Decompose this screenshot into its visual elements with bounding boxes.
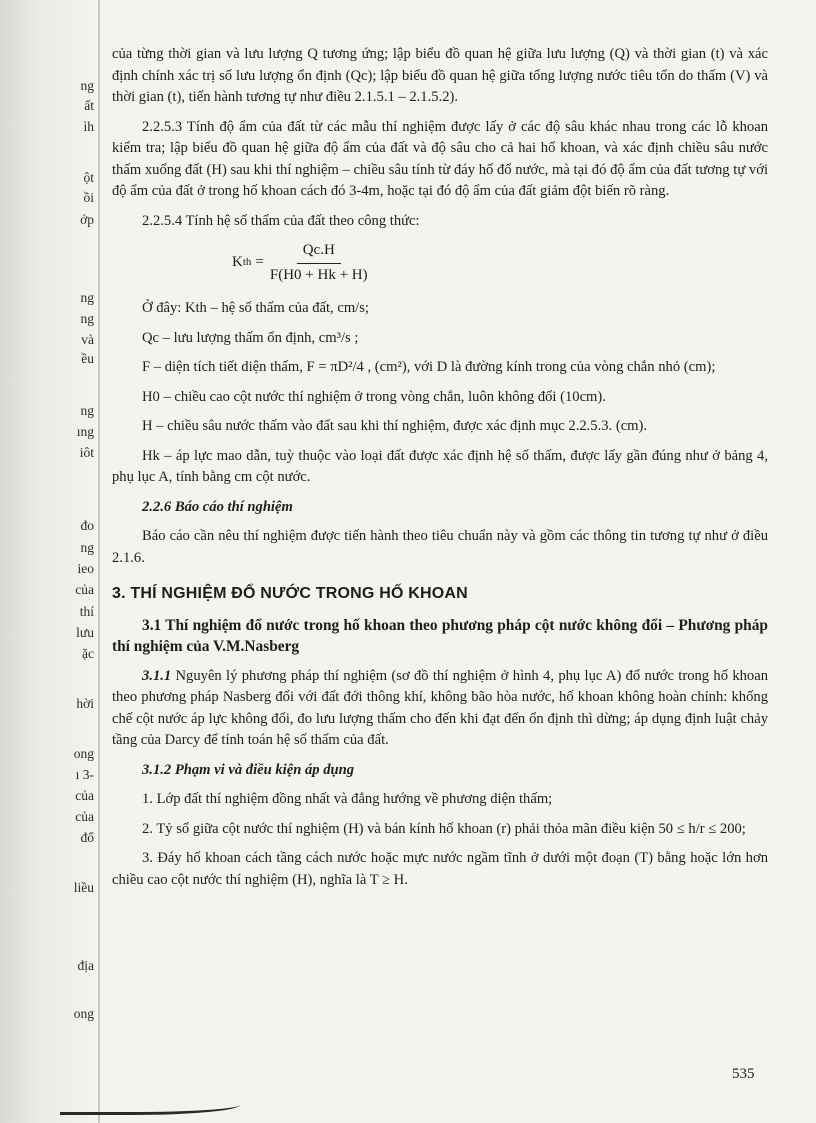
section-3-title: 3. THÍ NGHIỆM ĐỔ NƯỚC TRONG HỐ KHOAN [112, 585, 468, 602]
formula-fraction [270, 240, 368, 286]
margin-fragment: đổ [80, 830, 94, 845]
paragraph-2-2-6: Báo cáo cần nêu thí nghiệm được tiến hành theo tiêu chuẩn này và gồm các thông tin tương tự như ở điều 2.1.6. [112, 528, 768, 566]
paragraph-2-2-5-3: 2.2.5.3 Tính độ ẩm của đất từ các mẫu thí nghiệm được lấy ở các độ sâu khác nhau trong các lỗ khoan kiểm tra; lập biểu đồ quan hệ giữa độ ẩm của đất và độ sâu cho cả hai hố khoan, và xác định chiều sâu nước thấm xuống đất (H) sau khi thí nghiệm – chiều sâu tính từ đáy hố đổ nước, mà tại đó độ ẩm của đất tương tự với độ ẩm của đất ở trong hố khoan cách đó 3-4m, hoặc tại đó độ ẩm của đất giảm đột biến rõ ràng. [112, 118, 768, 199]
text-3-1-1: Nguyên lý phương pháp thí nghiệm (sơ đồ thí nghiệm ở hình 4, phụ lục A) đổ nước trong hố khoan theo phương pháp Nasberg đối với đất đới thông khí, không bão hòa nước, hố khoan không hoàn chỉnh: khống chế cột nước áp lực không đổi, đo lưu lượng thấm cho đến khi đạt đến ổn định thì dừng; áp dụng định luật chảy tầng của Darcy để tính toán hệ số thấm của đất. [112, 667, 768, 748]
definition-hk: Hk – áp lực mao dẫn, tuỳ thuộc vào loại đất được xác định hệ số thấm, được lấy gần đúng như ở bảng 4, phụ lục A, tính bằng cm cột nước. [112, 447, 768, 485]
margin-fragment: ong [73, 1006, 94, 1021]
continued-paragraph: của từng thời gian và lưu lượng Q tương ứng; lập biểu đồ quan hệ giữa lưu lượng (Q) và thời gian (t) và xác định chính xác trị số lưu lượng ổn định (Qc); lập biểu đồ quan hệ giữa tổng lượng nước tiêu tốn do thấm (V) và thời gian (t), tiến hành tương tự như điều 2.1.5.1 – 2.1.5.2). [112, 46, 768, 105]
margin-fragment: và [81, 332, 94, 347]
margin-fragment: ớp [80, 212, 94, 227]
margin-fragment: ất [84, 98, 94, 113]
margin-fragment: ều [81, 351, 94, 366]
definition-qc: Qc – lưu lượng thấm ổn định, cm³/s ; [142, 329, 359, 346]
formula-lhs: K [232, 254, 243, 271]
margin-fragment: ieo [77, 561, 94, 576]
margin-fragment: ồi [83, 190, 94, 205]
list-item-2: 2. Tỷ số giữa cột nước thí nghiệm (H) và bán kính hố khoan (r) phải thỏa mãn điều kiện 50 ≤ h/r ≤ 200; [142, 820, 746, 837]
label-3-1-1: 3.1.1 [142, 667, 172, 684]
page-edge-curve [60, 1098, 240, 1115]
margin-fragment: hời [76, 696, 94, 711]
margin-fragment: ng [80, 290, 94, 305]
permeability-formula [232, 240, 768, 286]
margin-fragment: ıng [76, 424, 94, 439]
page-number: 535 [732, 1066, 755, 1082]
margin-fragment: ột [83, 170, 94, 185]
definition-kth: Ở đây: Kth – hệ số thấm của đất, cm/s; [142, 300, 369, 316]
formula-equals: = [255, 254, 264, 271]
margin-fragment: ìh [83, 119, 94, 134]
margin-fragment: ng [80, 540, 94, 555]
margin-fragment: ong [73, 746, 94, 761]
margin-fragment: ng [80, 78, 94, 93]
definition-h: H – chiều sâu nước thấm vào đất sau khi thí nghiệm, được xác định mục 2.2.5.3. (cm). [142, 418, 648, 434]
paragraph-2-2-5-4: 2.2.5.4 Tính hệ số thấm của đất theo công thức: [142, 212, 420, 229]
margin-fragment: lưu [76, 625, 94, 640]
page-content [112, 44, 768, 899]
definition-f: F – diện tích tiết diện thấm, F = πD²/4 , (cm²), với D là đường kính trong của vòng chắn nhỏ (cm); [142, 359, 716, 375]
margin-fragment: của [75, 788, 94, 803]
margin-fragment: ặc [82, 646, 94, 661]
margin-fragment: iôt [79, 445, 94, 460]
heading-3-1: 3.1 Thí nghiệm đổ nước trong hố khoan theo phương pháp cột nước không đổi – Phương pháp thí nghiệm của V.M.Nasberg [112, 616, 768, 655]
list-item-1: 1. Lớp đất thí nghiệm đồng nhất và đẳng hướng về phương diện thấm; [142, 791, 553, 807]
margin-fragment: ng [80, 403, 94, 418]
definition-h0: H0 – chiều cao cột nước thí nghiệm ở trong vòng chắn, luôn không đổi (10cm). [142, 388, 606, 405]
margin-fragment: đo [80, 518, 94, 533]
margin-fragment: liều [73, 880, 94, 895]
margin-fragment: của [75, 582, 94, 597]
formula-lhs-subscript: th [242, 256, 252, 269]
formula-denominator: F(H0 + Hk + H) [269, 266, 368, 283]
heading-3-1-2: 3.1.2 Phạm vi và điều kiện áp dụng [142, 761, 355, 778]
margin-fragment: địa [77, 958, 94, 973]
margin-fragment: ı 3- [75, 767, 94, 782]
heading-2-2-6: 2.2.6 Báo cáo thí nghiệm [142, 498, 293, 515]
page-fold-line [98, 0, 100, 1123]
formula-numerator: Qc.H [297, 240, 341, 264]
paragraph-3-1-1 [112, 666, 768, 752]
list-item-3: 3. Đáy hố khoan cách tầng cách nước hoặc mực nước ngầm tĩnh ở dưới một đoạn (T) bằng hoặc lớn hơn chiều cao cột nước thí nghiệm (H), nghĩa là T ≥ H. [112, 850, 768, 888]
margin-fragment: ng [80, 311, 94, 326]
margin-fragment: thí [79, 604, 94, 619]
margin-fragment: của [75, 809, 94, 824]
